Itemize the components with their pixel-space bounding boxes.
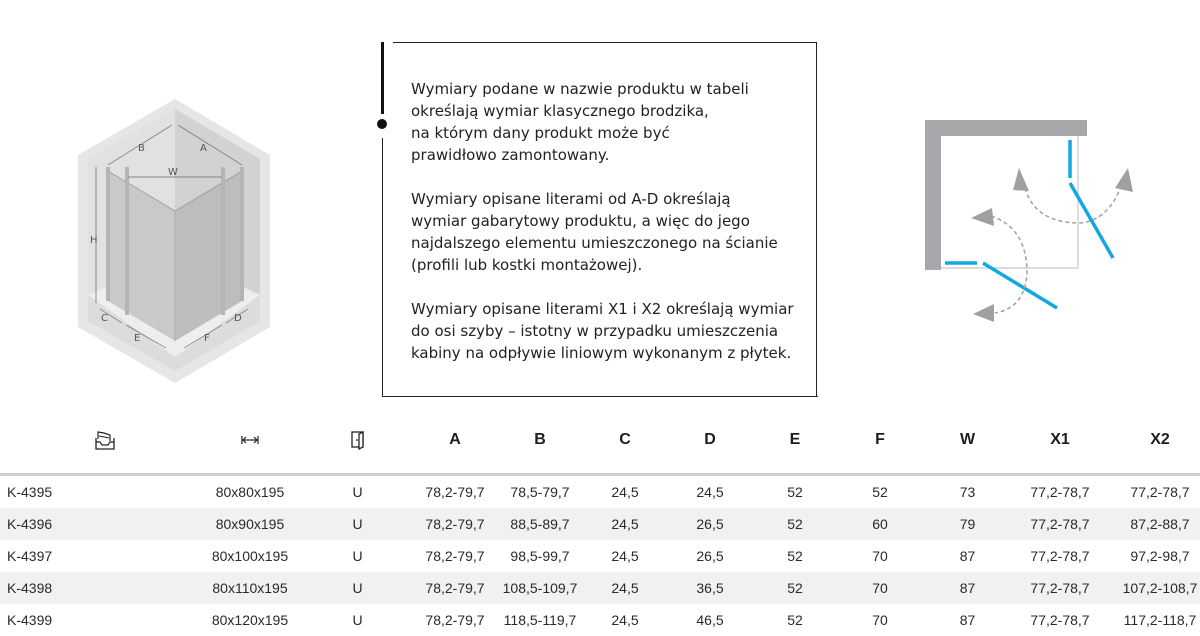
dim-label-f: F: [204, 333, 210, 344]
note-box-left-border: [382, 138, 383, 397]
table-row: [0, 604, 1200, 636]
cell-door-type: U: [352, 612, 363, 628]
cell-dim-b: 98,5-99,7: [510, 548, 570, 564]
cell-dim-w: 87: [959, 548, 976, 564]
cell-door-type: U: [352, 516, 363, 532]
cell-dim-f: 60: [872, 516, 888, 532]
header-a: A: [449, 431, 461, 448]
cell-dim-x2: 97,2-98,7: [1130, 548, 1190, 564]
cell-dim-f: 70: [872, 548, 888, 564]
header-c: C: [619, 431, 631, 448]
cell-dim-c: 24,5: [611, 580, 639, 596]
cell-product-code: K-4397: [7, 548, 53, 564]
cell-dim-w: 87: [959, 580, 976, 596]
cell-dim-d: 24,5: [696, 484, 724, 500]
cell-tray-size: 80x110x195: [212, 580, 288, 596]
dim-label-h: H: [90, 235, 98, 246]
cell-dim-b: 118,5-119,7: [503, 612, 577, 628]
cell-product-code: K-4399: [7, 612, 53, 628]
cell-dim-x2: 107,2-108,7: [1122, 580, 1198, 596]
cell-dim-x1: 77,2-78,7: [1030, 612, 1090, 628]
cell-tray-size: 80x90x195: [215, 516, 285, 532]
note-accent-dot: [377, 119, 387, 129]
cell-dim-w: 87: [959, 612, 976, 628]
cell-tray-size: 80x100x195: [211, 548, 289, 564]
cell-door-type: U: [352, 548, 363, 564]
cell-dim-c: 24,5: [611, 484, 639, 500]
cell-dim-a: 78,2-79,7: [425, 516, 485, 532]
note-paragraph: Wymiary opisane literami X1 i X2 określają wymiar do osi szyby – istotny w przypadku umieszczenia kabiny na odpływie liniowym wykonanym z płytek.: [411, 300, 794, 362]
note-accent-bar: [381, 42, 384, 114]
cell-dim-d: 26,5: [696, 548, 724, 564]
cell-dim-b: 88,5-89,7: [510, 516, 570, 532]
isometric-dimension-diagram: [70, 95, 280, 385]
arrow-head-icon: [1013, 168, 1029, 191]
wall-top: [925, 120, 1087, 136]
cell-dim-x2: 117,2-118,7: [1123, 612, 1197, 628]
header-tray: [0, 420, 210, 460]
cell-dim-x1: 77,2-78,7: [1030, 516, 1090, 532]
cell-dim-c: 24,5: [611, 516, 639, 532]
cell-dim-b: 78,5-79,7: [510, 484, 570, 500]
door-glass-right: [1070, 183, 1113, 258]
cell-dim-d: 26,5: [696, 516, 724, 532]
cell-dim-d: 46,5: [696, 612, 724, 628]
cell-dim-x1: 77,2-78,7: [1030, 548, 1090, 564]
door-glass-bottom: [983, 263, 1057, 308]
table-header-row: [0, 420, 1200, 460]
wall-left: [925, 120, 941, 270]
dim-label-c: C: [101, 313, 108, 324]
cell-dim-x1: 77,2-78,7: [1030, 580, 1090, 596]
cell-tray-size: 80x120x195: [211, 612, 289, 628]
note-paragraph: Wymiary opisane literami od A-D określają wymiar gabarytowy produktu, a więc do jego najdalszego elementu umieszczonego na ścianie (profili lub kostki montażowej).: [411, 190, 778, 274]
dim-label-w: W: [168, 167, 178, 178]
table-row: [0, 508, 1200, 540]
cell-product-code: K-4398: [7, 580, 53, 596]
header-door: [290, 420, 425, 460]
arrow-head-icon: [971, 208, 994, 226]
door-icon: [350, 430, 366, 450]
cell-dim-e: 52: [787, 612, 803, 628]
cell-dim-c: 24,5: [611, 548, 639, 564]
shower-tray-icon: [94, 430, 116, 450]
arrow-head-icon: [1115, 168, 1133, 192]
dim-label-e: E: [134, 333, 141, 344]
dim-label-b: B: [138, 143, 145, 154]
cell-tray-size: 80x80x195: [215, 484, 285, 500]
door-opening-plan-diagram: [915, 108, 1155, 328]
spec-table: [0, 420, 1200, 636]
cell-dim-b: 108,5-109,7: [502, 580, 578, 596]
table-row: [0, 572, 1200, 604]
header-separator: [0, 460, 1200, 475]
header-w: W: [959, 431, 976, 448]
note-box-bottom-border: [382, 396, 818, 397]
cell-door-type: U: [352, 580, 363, 596]
note-text: [411, 78, 811, 386]
cell-dim-e: 52: [787, 548, 803, 564]
header-x2: X2: [1150, 431, 1170, 448]
cell-dim-c: 24,5: [611, 612, 639, 628]
cell-dim-d: 36,5: [696, 580, 724, 596]
cell-dim-e: 52: [787, 484, 803, 500]
dim-label-a: A: [200, 143, 207, 154]
dim-label-d: D: [234, 313, 242, 324]
header-e: E: [789, 431, 801, 448]
cell-product-code: K-4396: [7, 516, 53, 532]
header-b: B: [534, 431, 546, 448]
table-row: [0, 475, 1200, 509]
header-d: D: [704, 431, 716, 448]
width-arrows-icon: [241, 435, 259, 445]
cell-dim-a: 78,2-79,7: [425, 484, 485, 500]
header-size: [210, 420, 290, 460]
cell-product-code: K-4395: [7, 484, 53, 500]
cell-dim-a: 78,2-79,7: [425, 548, 485, 564]
cell-dim-a: 78,2-79,7: [425, 580, 485, 596]
cell-dim-e: 52: [787, 516, 803, 532]
cell-dim-e: 52: [787, 580, 803, 596]
cell-dim-w: 73: [959, 484, 976, 500]
cell-dim-f: 52: [872, 484, 888, 500]
header-f: F: [875, 431, 885, 448]
cell-dim-x2: 77,2-78,7: [1130, 484, 1190, 500]
cell-dim-f: 70: [872, 580, 888, 596]
arrow-head-icon: [973, 304, 994, 322]
cell-dim-a: 78,2-79,7: [425, 612, 485, 628]
cell-dim-x2: 87,2-88,7: [1130, 516, 1190, 532]
note-paragraph: Wymiary podane w nazwie produktu w tabeli określają wymiar klasycznego brodzika, na którym dany produkt może być prawidłowo zamontowany.: [411, 80, 749, 164]
header-x1: X1: [1050, 431, 1070, 448]
table-row: [0, 540, 1200, 572]
cell-dim-w: 79: [959, 516, 976, 532]
cell-dim-f: 70: [872, 612, 888, 628]
cell-door-type: U: [352, 484, 363, 500]
cell-dim-x1: 77,2-78,7: [1030, 484, 1090, 500]
